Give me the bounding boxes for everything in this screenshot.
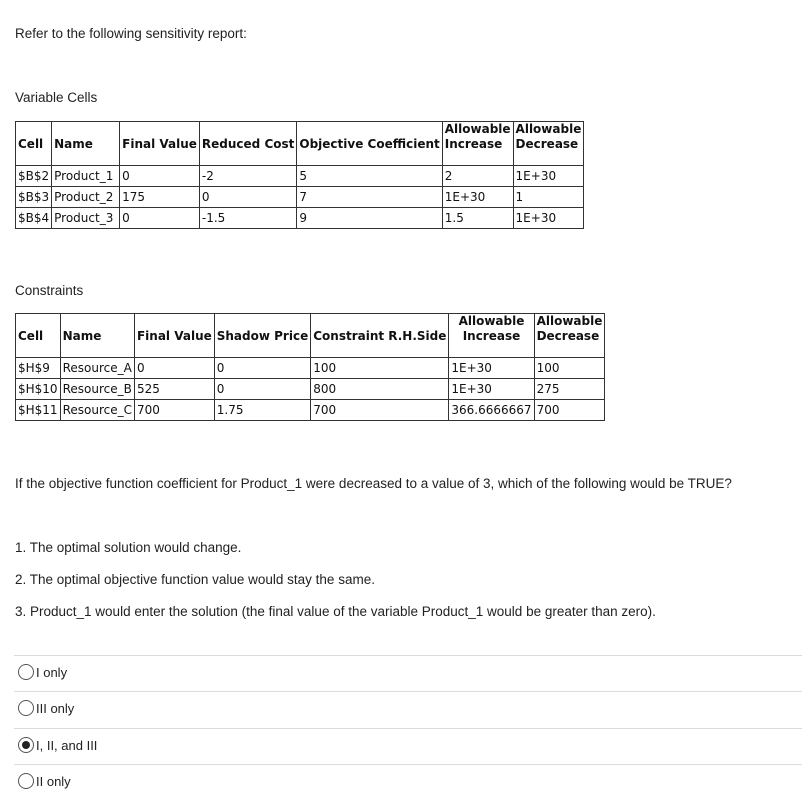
col-header: Name <box>60 314 134 358</box>
divider <box>14 655 802 656</box>
col-header: Cell <box>16 122 52 166</box>
variable-cells-title: Variable Cells <box>15 90 98 105</box>
cell: $B$2 <box>16 166 52 187</box>
cell: 0 <box>214 358 310 379</box>
table-row <box>16 208 584 229</box>
table-row <box>16 187 584 208</box>
cell: Resource_C <box>60 400 134 421</box>
col-header: Allowable Increase <box>449 314 534 358</box>
cell: 5 <box>297 166 442 187</box>
cell: 7 <box>297 187 442 208</box>
cell: 9 <box>297 208 442 229</box>
cell: 1.75 <box>214 400 310 421</box>
cell: 700 <box>134 400 214 421</box>
table-row <box>16 400 605 421</box>
statement-3: 3. Product_1 would enter the solution (the final value of the variable Product_1 would be greater than zero). <box>15 604 656 619</box>
constraints-title: Constraints <box>15 283 84 298</box>
cell: Resource_B <box>60 379 134 400</box>
cell: 1 <box>513 187 584 208</box>
cell: 275 <box>534 379 605 400</box>
constraints-table <box>15 313 605 421</box>
option-label: I, II, and III <box>36 737 98 753</box>
cell: Product_2 <box>52 187 120 208</box>
col-header: Constraint R.H.Side <box>311 314 449 358</box>
col-header: Allowable Decrease <box>534 314 605 358</box>
statement-2: 2. The optimal objective function value would stay the same. <box>15 572 375 587</box>
cell: 800 <box>311 379 449 400</box>
option-label: II only <box>36 773 71 789</box>
option-label: I only <box>36 664 68 680</box>
col-header: Reduced Cost <box>199 122 296 166</box>
cell: 2 <box>442 166 513 187</box>
answer-option-iii-only[interactable] <box>18 696 74 720</box>
intro-text: Refer to the following sensitivity report: <box>15 26 247 41</box>
cell: Product_3 <box>52 208 120 229</box>
cell: $B$3 <box>16 187 52 208</box>
cell: $H$10 <box>16 379 61 400</box>
cell: $H$9 <box>16 358 61 379</box>
divider <box>14 691 802 692</box>
col-header: Objective Coefficient <box>297 122 442 166</box>
table-row <box>16 166 584 187</box>
cell: 525 <box>134 379 214 400</box>
cell: 100 <box>311 358 449 379</box>
col-header: Cell <box>16 314 61 358</box>
variable-cells-table <box>15 121 584 229</box>
cell: 366.6666667 <box>449 400 534 421</box>
statement-1: 1. The optimal solution would change. <box>15 540 242 555</box>
cell: 700 <box>534 400 605 421</box>
cell: 1E+30 <box>449 379 534 400</box>
cell: Resource_A <box>60 358 134 379</box>
radio-button[interactable] <box>18 773 34 789</box>
cell: 175 <box>120 187 200 208</box>
radio-button[interactable] <box>18 700 34 716</box>
table-row <box>16 379 605 400</box>
question-text: If the objective function coefficient for Product_1 were decreased to a value of 3, which of the following would be TRUE? <box>15 476 732 491</box>
cell: 1E+30 <box>513 208 584 229</box>
cell: 1E+30 <box>442 187 513 208</box>
col-header: Final Value <box>120 122 200 166</box>
cell: 0 <box>120 208 200 229</box>
cell: 0 <box>214 379 310 400</box>
answer-option-ii-only[interactable] <box>18 769 71 793</box>
col-header: Shadow Price <box>214 314 310 358</box>
cell: 700 <box>311 400 449 421</box>
cell: $B$4 <box>16 208 52 229</box>
radio-button[interactable] <box>18 664 34 680</box>
cell: 0 <box>199 187 296 208</box>
col-header: Final Value <box>134 314 214 358</box>
cell: 0 <box>134 358 214 379</box>
answer-option-i-only[interactable] <box>18 660 67 684</box>
col-header: Allowable Increase <box>442 122 513 166</box>
col-header: Name <box>52 122 120 166</box>
cell: -2 <box>199 166 296 187</box>
option-label: III only <box>36 700 75 716</box>
cell: Product_1 <box>52 166 120 187</box>
cell: 1.5 <box>442 208 513 229</box>
col-header: Allowable Decrease <box>513 122 584 166</box>
divider <box>14 764 802 765</box>
cell: $H$11 <box>16 400 61 421</box>
table-row <box>16 358 605 379</box>
cell: -1.5 <box>199 208 296 229</box>
divider <box>14 728 802 729</box>
cell: 0 <box>120 166 200 187</box>
cell: 1E+30 <box>449 358 534 379</box>
cell: 1E+30 <box>513 166 584 187</box>
answer-option-i-ii-iii[interactable] <box>18 733 97 757</box>
cell: 100 <box>534 358 605 379</box>
radio-button-selected[interactable] <box>18 737 34 753</box>
